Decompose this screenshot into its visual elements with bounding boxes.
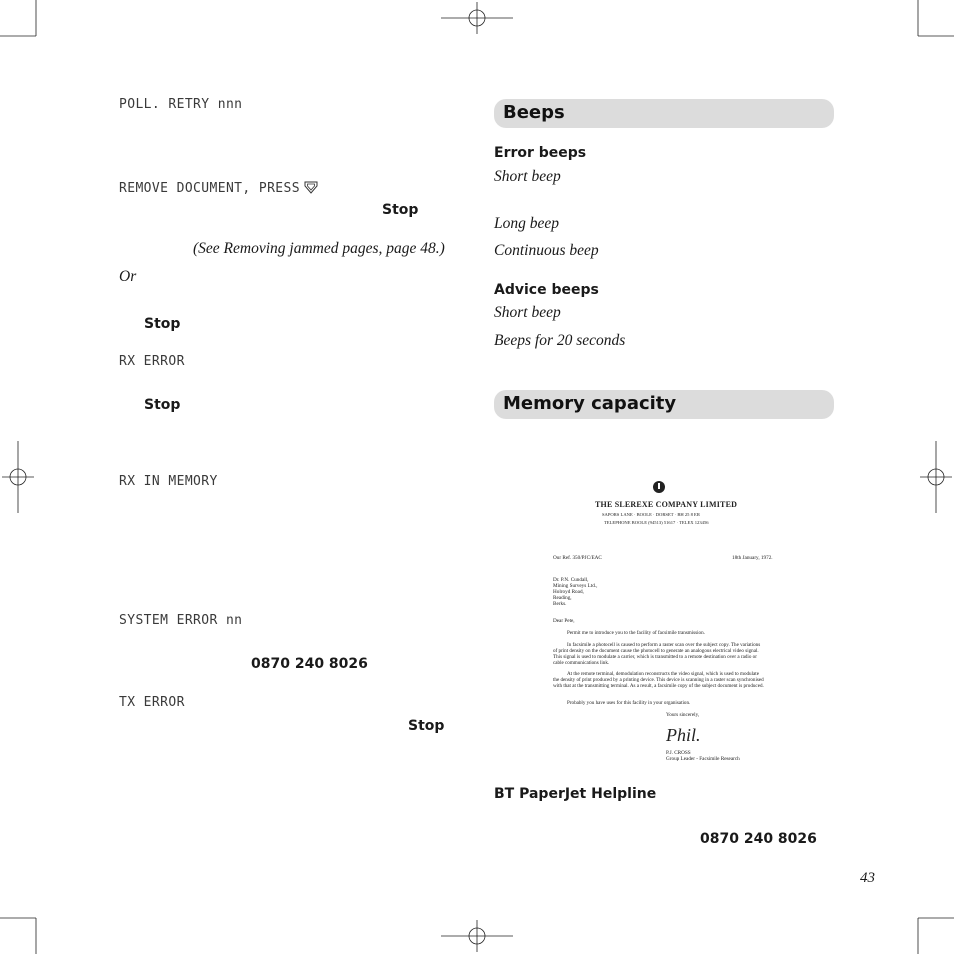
letter-recipient-1: Dr. P.N. Cundall, [553,577,589,583]
long-beep-label: Long beep [494,215,560,232]
letter-paragraph-3: At the remote terminal, demodulation reconstructs the video signal, which is used to modulate the density of print produced by a printing device. This device is scanning in a raster scan synchronised with that at the transmitting terminal. As a result, a facsimile copy of the subject document is produced. [553,671,764,689]
beeps-20-seconds-label: Beeps for 20 seconds [494,332,626,349]
letter-signer: P.J. CROSS [666,750,691,756]
beeps-title: Beeps [503,102,565,123]
error-beeps-heading: Error beeps [494,145,587,161]
helpline-heading: BT PaperJet Helpline [494,786,657,802]
lcd-rx-in-memory: RX IN MEMORY [119,474,218,489]
advice-beeps-heading: Advice beeps [494,282,599,298]
page-number: 43 [860,870,875,886]
letter-recipient-4: Reading, [553,595,572,601]
letter-our-ref: Our Ref. 350/PJC/EAC [553,555,602,561]
lcd-tx-error: TX ERROR [119,695,185,710]
stop-label-4: Stop [408,718,445,734]
letter-telephone: TELEPHONE BOOLE (94513) 51617 · TELEX 123456 [604,520,709,525]
letter-recipient-2: Mining Surveys Ltd., [553,583,598,589]
memory-capacity-title: Memory capacity [503,393,677,414]
letter-salutation: Dear Pete, [553,618,575,624]
stop-label-2: Stop [144,316,181,332]
letter-paragraph-1: Permit me to introduce you to the facility of facsimile transmission. [567,630,705,636]
lcd-remove-document: REMOVE DOCUMENT, PRESS [119,181,300,196]
lcd-poll-retry: POLL. RETRY nnn [119,97,243,112]
letter-signature: Phil. [666,725,701,745]
advice-short-beep-label: Short beep [494,304,561,321]
letter-signer-title: Group Leader - Facsimile Research [666,756,740,762]
memory-section-header [494,390,834,419]
helpline-phone-1: 0870 240 8026 [251,656,368,672]
letter-recipient-3: Holroyd Road, [553,589,584,595]
sample-letter [546,474,778,770]
letter-recipient-5: Berks. [553,601,567,607]
beeps-section-header [494,99,834,128]
letter-paragraph-4: Probably you have uses for this facility in your organisation. [567,700,691,706]
short-beep-label: Short beep [494,168,561,185]
remove-document-line [119,179,317,197]
letter-paragraph-2: In facsimile a photocell is caused to perform a raster scan over the subject copy. The variations of print density on the document cause the photocell to generate an analogous electrical video signal. This signal is used to modulate a carrier, which is transmitted to a remote destination over a radio or cable communications link. [553,642,761,666]
or-label: Or [119,268,137,285]
stop-label-1: Stop [382,202,419,218]
lcd-rx-error: RX ERROR [119,354,185,369]
letter-company: THE SLEREXE COMPANY LIMITED [595,500,738,509]
letter-address: SAPORS LANE · BOOLE · DORSET · BH 25 8 ER [602,512,700,517]
helpline-phone-2: 0870 240 8026 [700,831,817,847]
stop-label-3: Stop [144,397,181,413]
stop-key-icon [304,180,317,193]
lcd-system-error: SYSTEM ERROR nn [119,613,243,628]
letter-date: 18th January, 1972. [732,555,773,561]
continuous-beep-label: Continuous beep [494,242,599,259]
see-jammed-pages: (See Removing jammed pages, page 48.) [193,240,445,257]
letter-closing: Yours sincerely, [666,712,700,718]
crest-icon [652,480,666,494]
